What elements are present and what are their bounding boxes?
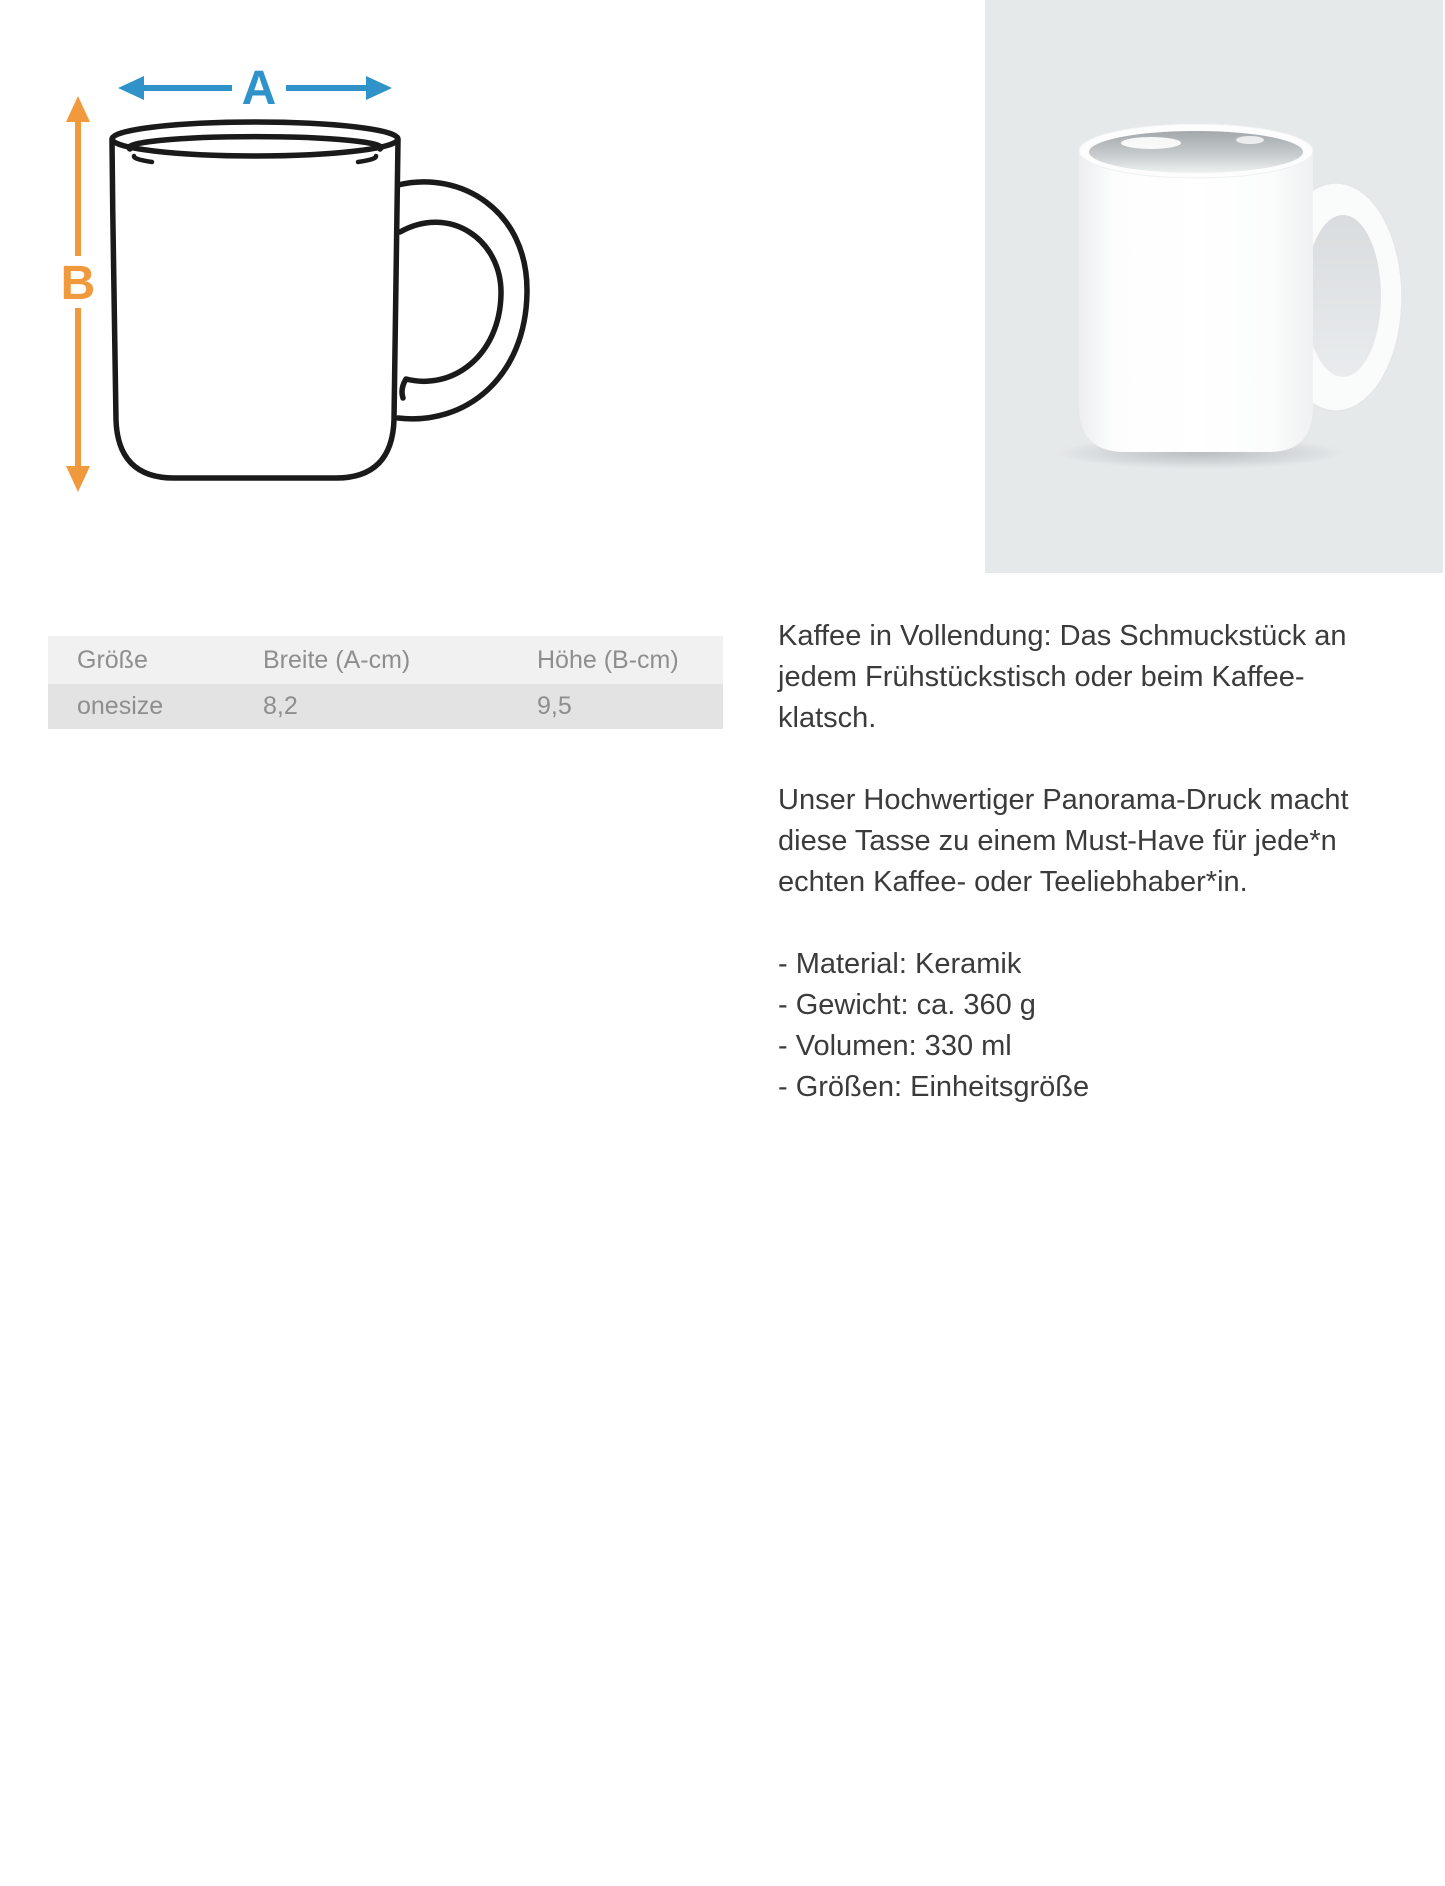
height-label-b: B [60,257,96,310]
width-arrow-head-right [366,76,392,100]
size-table [48,636,723,729]
size-table-data-row [48,684,723,729]
product-description [778,616,1378,1108]
spec-material: - Material: Keramik [778,948,1022,980]
width-label-a: A [241,62,277,115]
width-arrow-head-left [118,76,144,100]
width-arrow-a [118,62,392,115]
product-specs-list [778,944,1378,1108]
photo-mug-body [1079,150,1313,452]
description-line: Unser Hochwertiger Panorama-Druck macht [778,784,1349,816]
description-line: Kaffee in Vollendung: Das Schmuckstück an [778,620,1347,652]
height-arrow-head-bottom [66,466,90,492]
height-arrow-head-top [66,96,90,122]
description-line: diese Tasse zu einem Must-Have für jede*n [778,825,1337,857]
mug-body-outline [112,140,398,478]
photo-rim-highlight-2 [1236,136,1264,144]
height-cell: 9,5 [537,692,572,720]
photo-rim-highlight [1121,137,1181,149]
photo-mug-interior [1089,131,1303,173]
mug-handle-inner [400,222,501,398]
description-paragraph-1 [778,616,1378,739]
description-paragraph-2 [778,780,1378,903]
size-table-header-height: Höhe (B-cm) [537,645,679,674]
description-line: jedem Frühstückstisch oder beim Kaffee- [778,661,1305,693]
size-table-header-size: Größe [77,645,148,674]
product-photo [985,0,1443,573]
height-arrow-b [61,96,96,492]
spec-weight: - Gewicht: ca. 360 g [778,989,1036,1021]
size-cell: onesize [77,692,164,720]
spec-sizes: - Größen: Einheitsgröße [778,1071,1090,1103]
mug-size-diagram [50,50,540,500]
size-table-header-row [48,636,723,684]
mug-rim-inner [129,137,381,149]
width-cell: 8,2 [263,692,298,720]
spec-volume: - Volumen: 330 ml [778,1030,1012,1062]
mug-outline [112,122,527,478]
size-table-header-width: Breite (A-cm) [263,645,411,674]
mug-line-drawing [50,50,540,500]
description-line: klatsch. [778,702,877,734]
description-line: echten Kaffee- oder Teeliebhaber*in. [778,866,1248,898]
white-mug-photo [985,0,1443,573]
